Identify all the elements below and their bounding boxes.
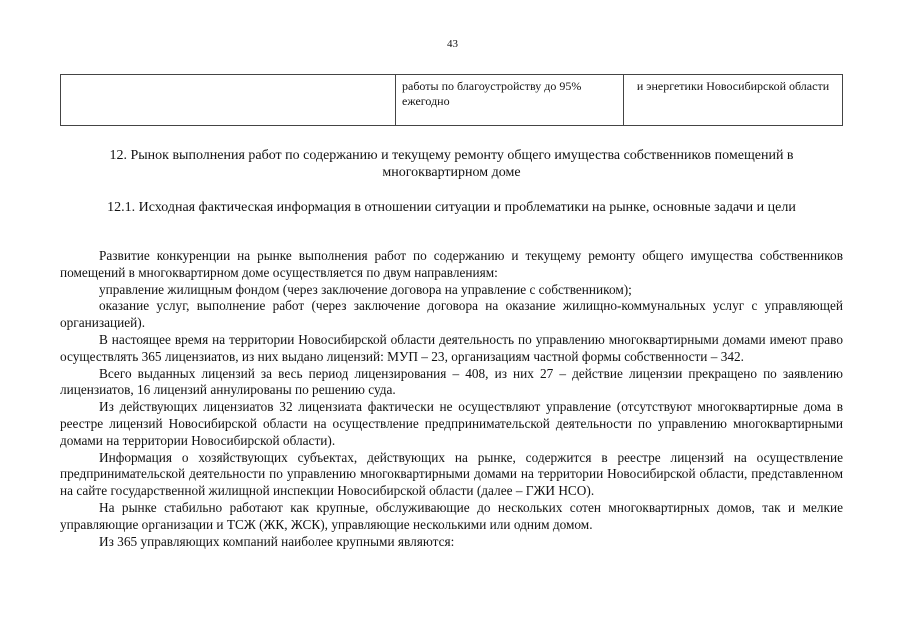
paragraph: оказание услуг, выполнение работ (через заключение договора на оказание жилищно-коммунальных услуг с управляющей организацией). (60, 298, 843, 331)
paragraph: Информация о хозяйствующих субъектах, действующих на рынке, содержится в реестре лицензий на осуществление предпринимательской деятельности по управлению многоквартирными домами на территории Новосибирской области, представленном на сайте государственной жилищной инспекции Новосибирской области (далее – ГЖИ НСО). (60, 449, 843, 499)
paragraph: Из 365 управляющих компаний наиболее крупными являются: (99, 533, 455, 549)
paragraph: Из действующих лицензиатов 32 лицензиата фактически не осуществляют управление (отсутствуют многоквартирные дома в реестре лицензий Новосибирской области на осуществление предпринимательской деятельности по управлению многоквартирными домами на территории Новосибирской области). (60, 399, 843, 448)
table-row (61, 75, 843, 126)
table-cell-works: работы по благоустройству до 95% ежегодно (396, 75, 624, 126)
paragraph: Развитие конкуренции на рынке выполнения работ по содержанию и текущему ремонту общего имущества собственников помещений в многоквартирном доме осуществляется по двум направлениям: (60, 248, 843, 280)
section-title: 12. Рынок выполнения работ по содержанию и текущему ремонту общего имущества собственников помещений в многоквартирном доме (109, 148, 794, 180)
page-number: 43 (447, 38, 458, 50)
paragraph: На рынке стабильно работают как крупные, обслуживающие до нескольких сотен многоквартирных домов, так и мелкие управляющие организации и ТСЖ (ЖК, ЖСК), управляющие несколькими или одним домом. (60, 499, 843, 532)
paragraph: управление жилищным фондом (через заключение договора на управление с собственником); (99, 281, 632, 297)
paragraph: Всего выданных лицензий за весь период лицензирования – 408, из них 27 – действие лицензии прекращено по заявлению лицензиатов, 16 лицензий аннулированы по решению суда. (60, 365, 843, 398)
table-cell-empty (61, 75, 396, 126)
paragraph: В настоящее время на территории Новосибирской области деятельность по управлению многоквартирными домами имеют право осуществлять 365 лицензиатов, из них выдано лицензий: МУП – 23, организациям частной формы собственности – 342. (60, 331, 843, 364)
continuation-table (60, 74, 843, 126)
body-text (60, 248, 843, 550)
subsection-title: 12.1. Исходная фактическая информация в отношении ситуации и проблематики на рынке, основные задачи и цели (107, 200, 796, 215)
table-cell-department: и энергетики Новосибирской области (624, 75, 843, 126)
